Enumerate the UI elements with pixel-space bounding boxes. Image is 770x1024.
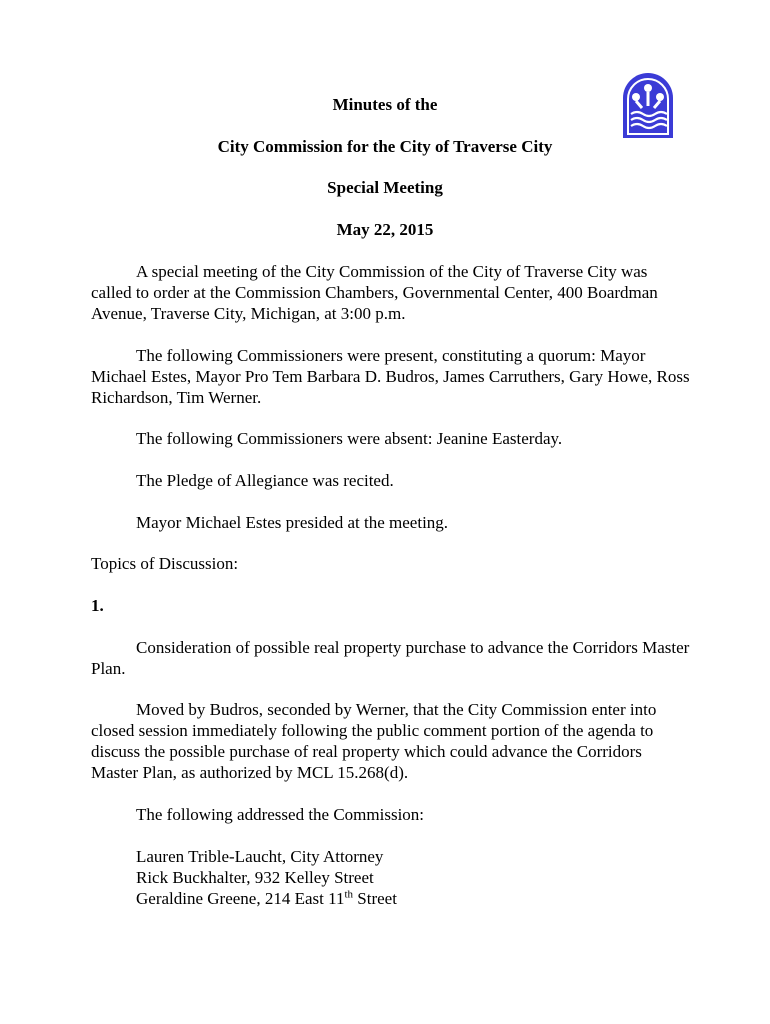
ordinal-superscript: th bbox=[344, 888, 354, 901]
paragraph-call-to-order: A special meeting of the City Commission of the City of Traverse City was called to order at the Commission Chambers, Governmental Center, 400 Boardman Avenue, Traverse City, Michigan, at 3:00 p.m. bbox=[91, 262, 658, 323]
paragraph-present: The following Commissioners were present, constituting a quorum: Mayor Michael Estes, Mayor Pro Tem Barbara D. Budros, James Carruthers, Gary Howe, Ross Richardson, Tim Werner. bbox=[91, 346, 690, 407]
speaker-name-suffix: Street bbox=[353, 889, 397, 908]
speaker-line: Lauren Trible-Laucht, City Attorney bbox=[136, 847, 384, 866]
paragraph-topics-heading: Topics of Discussion: bbox=[91, 554, 239, 573]
speaker-line: Rick Buckhalter, 932 Kelley Street bbox=[136, 868, 374, 887]
heading-special-meeting: Special Meeting bbox=[327, 178, 443, 197]
heading-meeting-date: May 22, 2015 bbox=[336, 220, 434, 239]
heading-minutes-of-the: Minutes of the bbox=[332, 95, 438, 114]
paragraph-absent: The following Commissioners were absent: Jeanine Easterday. bbox=[136, 429, 563, 448]
paragraph-presided: Mayor Michael Estes presided at the meeting. bbox=[136, 513, 449, 532]
speaker-line bbox=[136, 888, 691, 909]
paragraph-pledge: The Pledge of Allegiance was recited. bbox=[136, 471, 394, 490]
heading-city-commission: City Commission for the City of Traverse City bbox=[217, 137, 553, 156]
speaker-name-prefix: Geraldine Greene, 214 East 11 bbox=[136, 889, 345, 908]
paragraph-motion: Moved by Budros, seconded by Werner, that the City Commission enter into closed session immediately following the public comment portion of the agenda to discuss the possible purchase of real property which could advance the Corridors Master Plan, as authorized by MCL 15.268(d). bbox=[91, 700, 657, 782]
paragraph-addressed: The following addressed the Commission: bbox=[136, 805, 425, 824]
item-number: 1. bbox=[91, 596, 104, 615]
paragraph-item-title: Consideration of possible real property purchase to advance the Corridors Master Plan. bbox=[91, 638, 690, 678]
speaker-list bbox=[136, 846, 691, 909]
